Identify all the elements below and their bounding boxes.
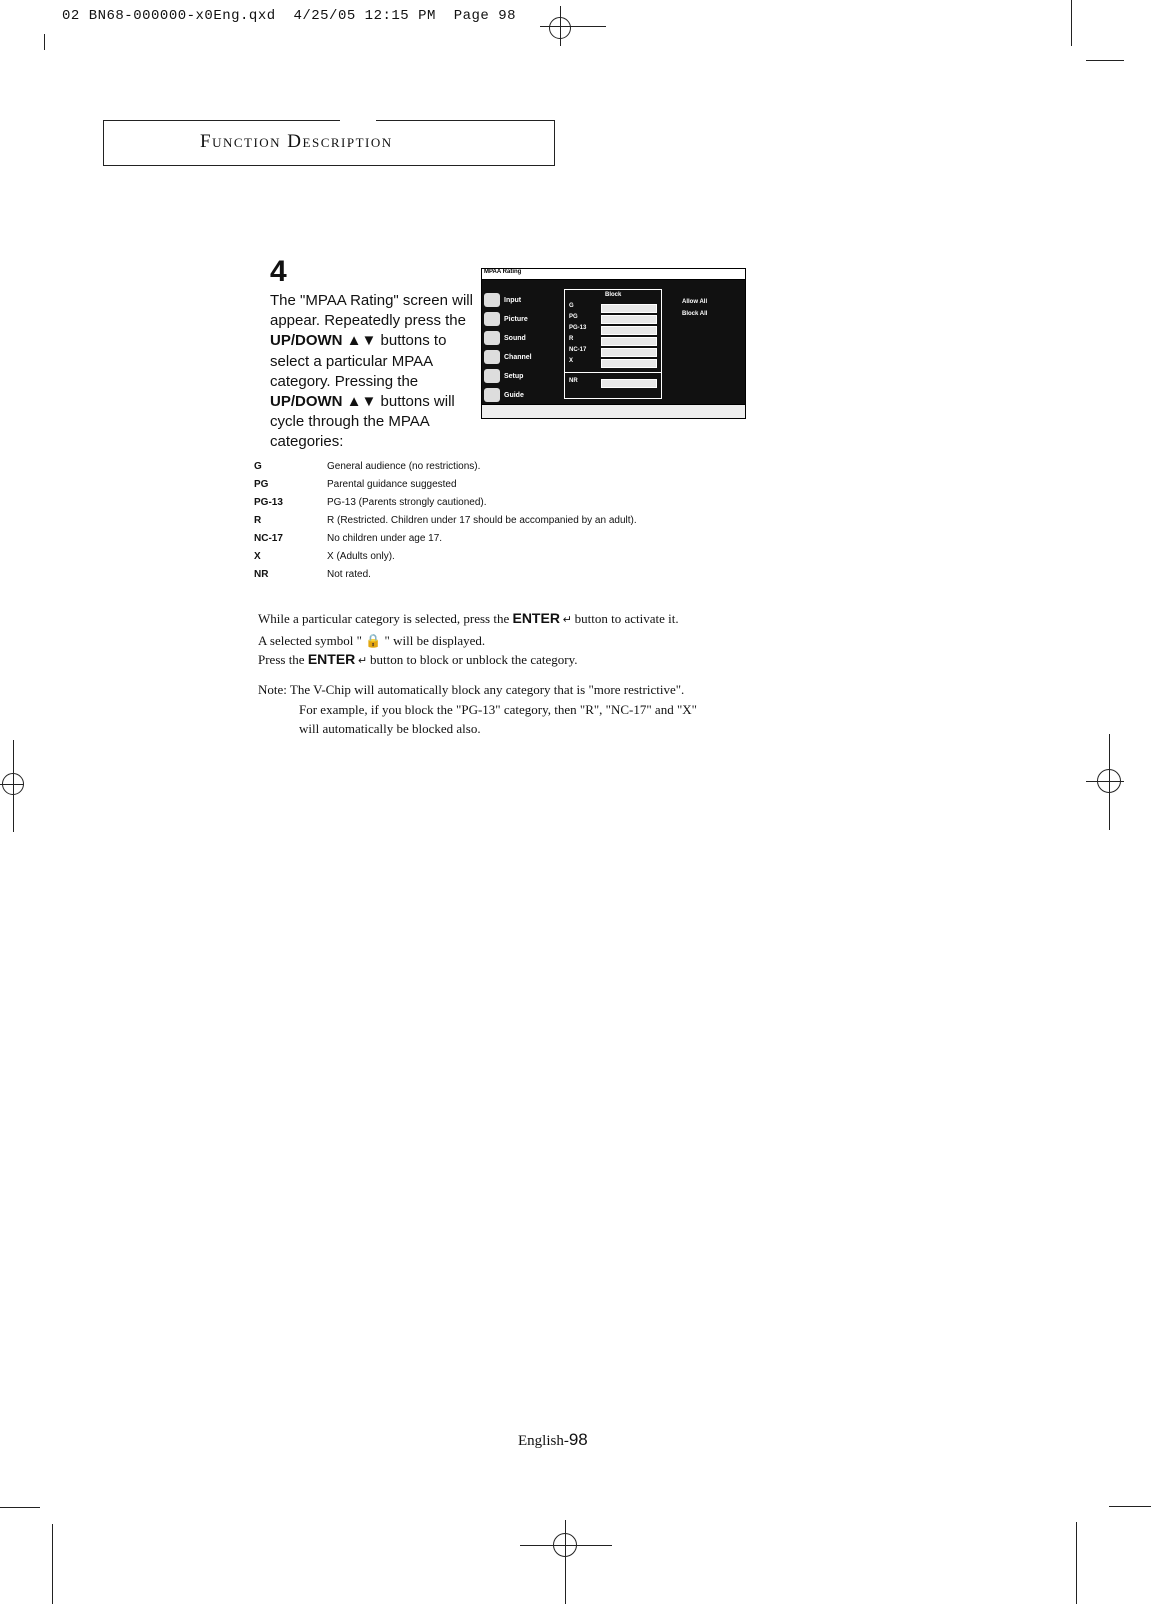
crop-mark bbox=[1071, 0, 1072, 46]
osd-panel-header: Block bbox=[605, 292, 622, 298]
osd-option-block-all: Block All bbox=[682, 311, 708, 317]
osd-rating-bar bbox=[601, 304, 657, 313]
rating-code: PG bbox=[254, 479, 269, 490]
slug-page-label: Page bbox=[453, 8, 490, 24]
rating-description: X (Adults only). bbox=[327, 551, 395, 562]
rating-list-item bbox=[254, 479, 754, 497]
osd-menu-setup bbox=[484, 369, 562, 387]
slug-page-number: 98 bbox=[498, 8, 517, 24]
enter-icon: ↵ bbox=[559, 614, 575, 626]
osd-menu-label: Channel bbox=[504, 353, 532, 361]
osd-rating-row bbox=[569, 358, 659, 368]
note-line: will automatically be blocked also. bbox=[299, 721, 481, 736]
header-box-gap bbox=[340, 119, 376, 121]
step-text-part: buttons will cycle through the MPAA categories: bbox=[270, 393, 455, 451]
osd-rating-row bbox=[569, 336, 659, 346]
setup-icon bbox=[484, 369, 500, 383]
osd-menu-label: Input bbox=[504, 296, 522, 304]
instruction-line: A selected symbol " 🔒 " will be displayed. bbox=[258, 632, 486, 648]
osd-rating-code: G bbox=[569, 303, 574, 309]
slug-file: 02 BN68-000000-x0Eng.qxd bbox=[62, 8, 276, 24]
osd-rating-code: PG-13 bbox=[569, 325, 587, 331]
crop-mark bbox=[520, 1545, 612, 1546]
rating-list-item bbox=[254, 461, 754, 479]
rating-description: PG-13 (Parents strongly cautioned). bbox=[327, 497, 487, 508]
enter-key-label: ENTER bbox=[512, 610, 560, 626]
osd-rating-code: PG bbox=[569, 314, 578, 320]
channel-icon bbox=[484, 350, 500, 364]
rating-description: Parental guidance suggested bbox=[327, 479, 457, 490]
osd-rating-row bbox=[569, 378, 659, 388]
guide-icon bbox=[484, 388, 500, 402]
osd-rating-row bbox=[569, 314, 659, 324]
osd-help-bar bbox=[482, 404, 745, 418]
rating-code: NC-17 bbox=[254, 533, 283, 544]
note-paragraph bbox=[258, 680, 818, 739]
step-text bbox=[270, 291, 475, 453]
page-footer bbox=[518, 1430, 588, 1450]
crop-mark bbox=[1086, 781, 1124, 782]
osd-title-bar bbox=[482, 269, 745, 280]
rating-list-item bbox=[254, 515, 754, 533]
slug-date: 4/25/05 bbox=[293, 8, 356, 24]
rating-code: G bbox=[254, 461, 262, 472]
instruction-line bbox=[258, 609, 818, 631]
enter-icon: ↵ bbox=[355, 655, 371, 667]
osd-title: MPAA Rating bbox=[484, 269, 522, 275]
instruction-text: button to block or unblock the category. bbox=[370, 652, 578, 667]
slug-time: 12:15 PM bbox=[364, 8, 436, 24]
osd-rating-code: X bbox=[569, 358, 574, 364]
osd-panel-divider bbox=[565, 372, 661, 373]
footer-language: English- bbox=[518, 1433, 569, 1449]
osd-menu-channel bbox=[484, 350, 562, 368]
osd-menu-label: Setup bbox=[504, 372, 524, 380]
input-icon bbox=[484, 293, 500, 307]
rating-description: R (Restricted. Children under 17 should be accompanied by an adult). bbox=[327, 515, 637, 526]
instruction-line bbox=[258, 650, 818, 672]
rating-list-item bbox=[254, 551, 754, 569]
crop-mark bbox=[44, 34, 45, 50]
rating-code: PG-13 bbox=[254, 497, 283, 508]
osd-rating-code: R bbox=[569, 336, 574, 342]
osd-rating-bar bbox=[601, 359, 657, 368]
crop-mark bbox=[560, 6, 561, 46]
osd-rating-code: NR bbox=[569, 378, 578, 384]
note-line: Note: The V-Chip will automatically block any category that is "more restrictive". bbox=[258, 682, 685, 697]
osd-rating-code: NC-17 bbox=[569, 347, 587, 353]
rating-description: Not rated. bbox=[327, 569, 371, 580]
sound-icon bbox=[484, 331, 500, 345]
osd-rating-bar bbox=[601, 326, 657, 335]
picture-icon bbox=[484, 312, 500, 326]
crop-mark bbox=[565, 1520, 566, 1604]
instruction-text: Press the bbox=[258, 652, 308, 667]
osd-option-allow-all: Allow All bbox=[682, 299, 708, 305]
step-text-part: The "MPAA Rating" screen will appear. Repeatedly press the bbox=[270, 292, 473, 330]
step-number: 4 bbox=[270, 255, 287, 288]
enter-key-label: ENTER bbox=[307, 651, 356, 667]
osd-rating-bar bbox=[601, 337, 657, 346]
osd-rating-row bbox=[569, 303, 659, 313]
rating-code: R bbox=[254, 515, 262, 526]
osd-rating-bar bbox=[601, 348, 657, 357]
osd-menu-input bbox=[484, 293, 562, 311]
note-line: For example, if you block the "PG-13" category, then "R", "NC-17" and "X" bbox=[299, 701, 697, 717]
rating-code: NR bbox=[254, 569, 269, 580]
instructions-paragraph bbox=[258, 609, 818, 672]
crop-mark bbox=[1076, 1522, 1077, 1604]
crop-mark bbox=[1086, 60, 1124, 61]
instruction-text: While a particular category is selected, press the bbox=[258, 611, 513, 626]
instruction-text: button to activate it. bbox=[574, 611, 679, 626]
osd-menu-label: Sound bbox=[504, 334, 526, 342]
footer-page-number: 98 bbox=[568, 1430, 588, 1449]
osd-rating-bar bbox=[601, 379, 657, 388]
rating-list-item bbox=[254, 497, 754, 515]
rating-code: X bbox=[254, 551, 261, 562]
crop-mark bbox=[52, 1524, 53, 1604]
section-title: Function Description bbox=[200, 131, 393, 152]
osd-rating-row bbox=[569, 325, 659, 335]
crop-mark bbox=[1109, 1506, 1151, 1507]
osd-menu-label: Picture bbox=[504, 315, 528, 323]
mpaa-rating-screen bbox=[481, 268, 746, 419]
crop-mark bbox=[0, 784, 24, 785]
osd-rating-row bbox=[569, 347, 659, 357]
osd-rating-bar bbox=[601, 315, 657, 324]
rating-description: General audience (no restrictions). bbox=[327, 461, 481, 472]
step-key-label: UP/DOWN ▲▼ bbox=[270, 332, 377, 350]
rating-description: No children under age 17. bbox=[327, 533, 443, 544]
print-slug bbox=[62, 8, 516, 24]
step-text-part: buttons to select a particular MPAA category. Pressing the bbox=[270, 332, 447, 390]
osd-menu-sound bbox=[484, 331, 562, 349]
osd-menu-label: Guide bbox=[504, 391, 524, 399]
crop-mark bbox=[0, 1507, 40, 1508]
osd-menu-picture bbox=[484, 312, 562, 330]
rating-list-item bbox=[254, 569, 754, 587]
rating-list-item bbox=[254, 533, 754, 551]
step-key-label: UP/DOWN ▲▼ bbox=[270, 393, 377, 411]
osd-rating-panel bbox=[564, 289, 662, 399]
